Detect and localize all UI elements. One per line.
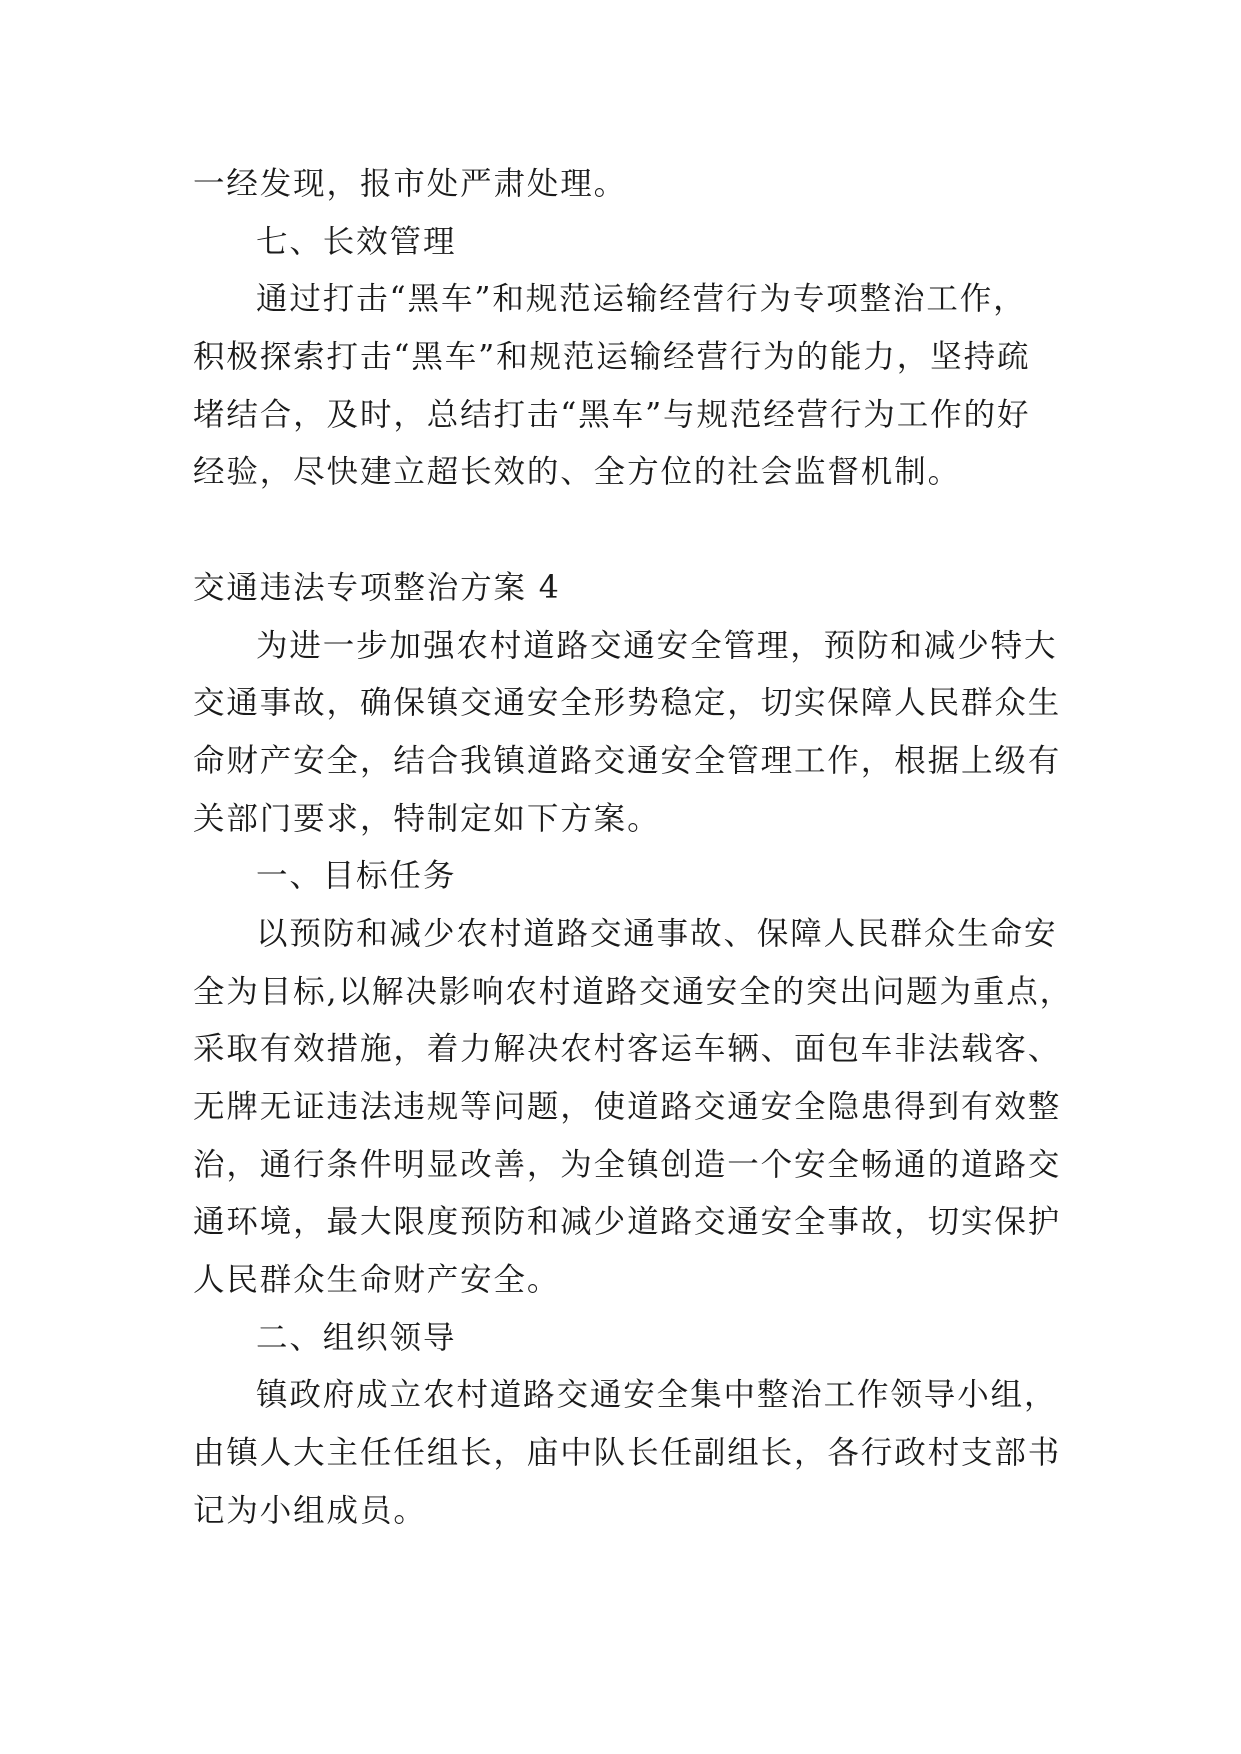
- section-heading-organization-leadership: 二、组织领导: [256, 1319, 457, 1356]
- paragraph-line: 关部门要求，特制定如下方案。: [193, 800, 661, 837]
- paragraph-line: 无牌无证违法违规等问题，使道路交通安全隐患得到有效整: [193, 1089, 1062, 1125]
- paragraph-line: 人民群众生命财产安全。: [193, 1262, 561, 1299]
- paragraph-line: 命财产安全，结合我镇道路交通安全管理工作，根据上级有: [193, 742, 1062, 779]
- paragraph-line: 交通事故，确保镇交通安全形势稳定，切实保障人民群众生: [193, 685, 1062, 722]
- paragraph-line: 治，通行条件明显改善，为全镇创造一个安全畅通的道路交: [193, 1146, 1062, 1183]
- paragraph-line: 积极探索打击“黑车”和规范运输经营行为的能力，坚持疏: [193, 339, 1031, 376]
- paragraph-line: 镇政府成立农村道路交通安全集中整治工作领导小组，: [256, 1377, 1058, 1414]
- paragraph-line: 通环境，最大限度预防和减少道路交通安全事故，切实保护: [193, 1204, 1062, 1241]
- paragraph-line: 一经发现，报市处严肃处理。: [193, 166, 628, 202]
- section-heading-goals-tasks: 一、目标任务: [256, 858, 457, 895]
- paragraph-line: 通过打击“黑车”和规范运输经营行为专项整治工作，: [256, 281, 1027, 318]
- paragraph-line: 经验，尽快建立超长效的、全方位的社会监督机制。: [193, 454, 961, 491]
- section-heading-long-term-management: 七、长效管理: [256, 223, 457, 260]
- paragraph-line: 记为小组成员。: [193, 1492, 427, 1529]
- paragraph-line: 全为目标,以解决影响农村道路交通安全的突出问题为重点，: [193, 973, 1074, 1010]
- paragraph-line: 堵结合，及时，总结打击“黑车”与规范经营行为工作的好: [193, 396, 1031, 433]
- paragraph-line: 为进一步加强农村道路交通安全管理，预防和减少特大: [256, 627, 1058, 664]
- document-title: 交通违法专项整治方案 4: [193, 569, 561, 606]
- document-body: [193, 156, 1074, 1541]
- blank-line: [193, 502, 1063, 560]
- paragraph-line: 采取有效措施，着力解决农村客运车辆、面包车非法载客、: [193, 1031, 1062, 1068]
- paragraph-line: 由镇人大主任任组长，庙中队长任副组长，各行政村支部书: [193, 1435, 1062, 1472]
- paragraph-line: 以预防和减少农村道路交通事故、保障人民群众生命安: [256, 915, 1058, 952]
